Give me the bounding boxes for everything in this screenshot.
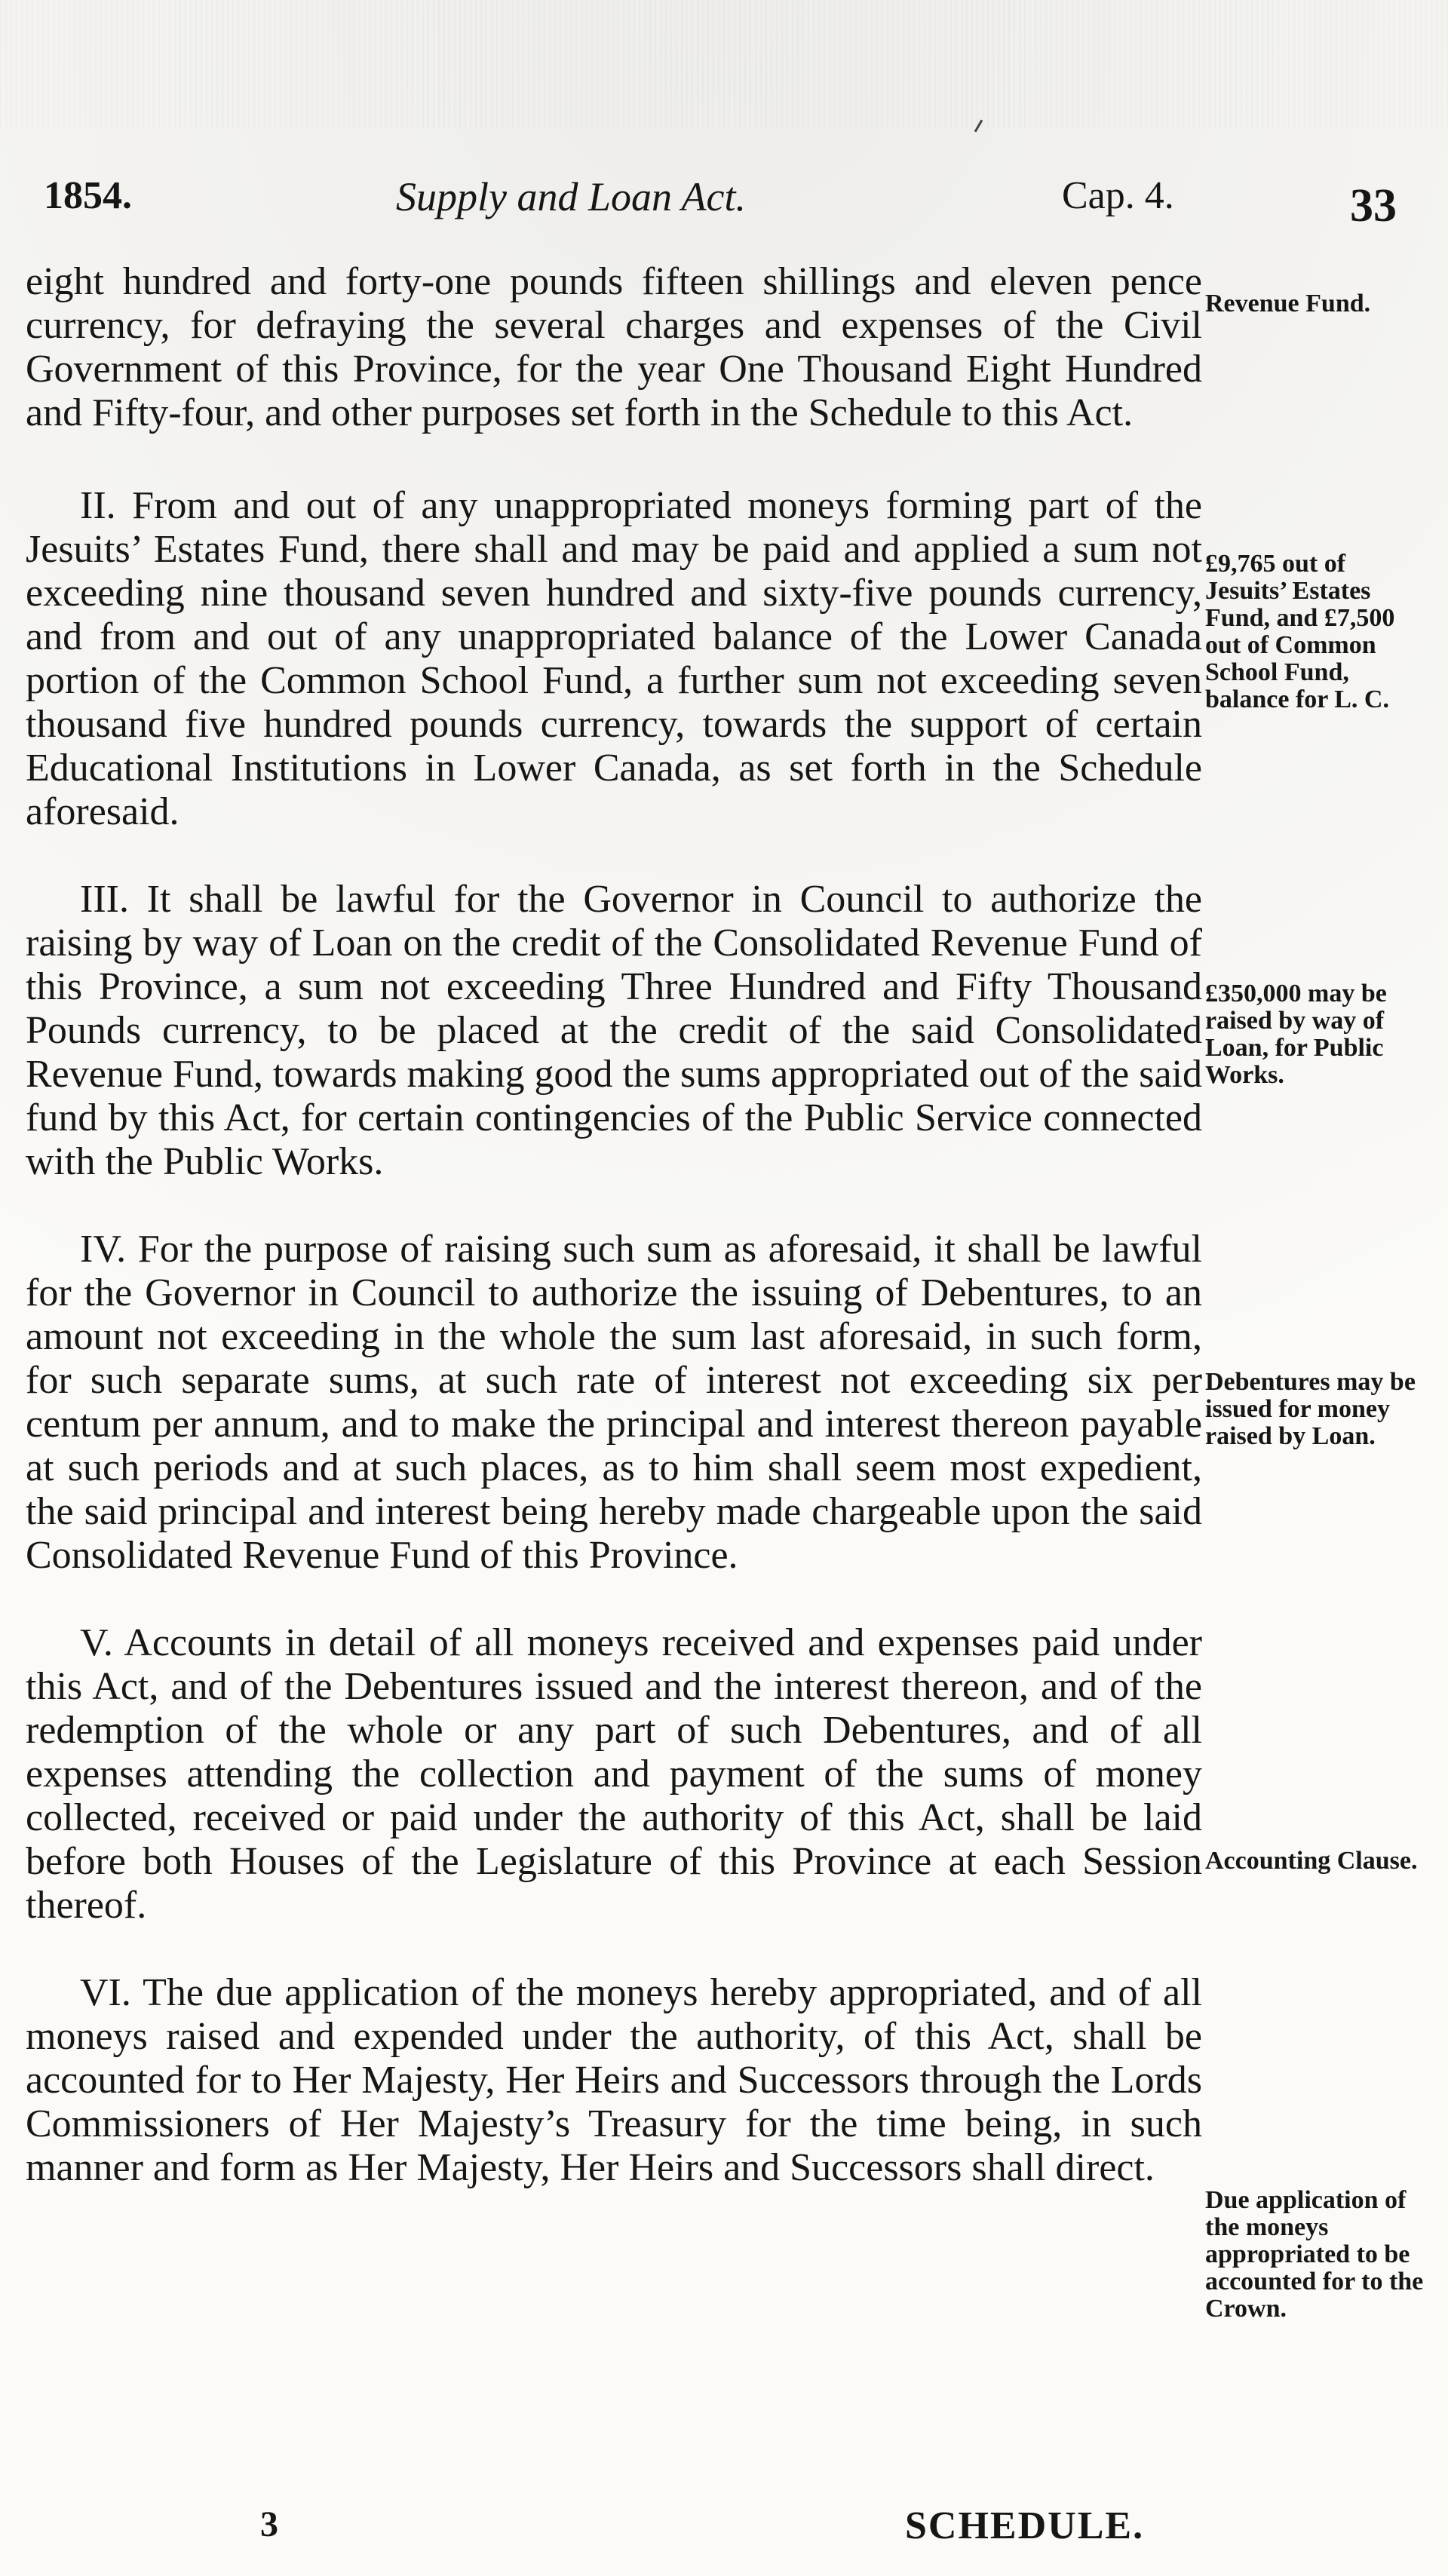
- header-title: Supply and Loan Act.: [396, 174, 746, 219]
- margin-note-crown: Due application of the moneys appropriated to be accounted for to the Crown.: [1205, 2186, 1424, 2323]
- margin-note-accounting: Accounting Clause.: [1205, 1847, 1418, 1875]
- margin-note-jesuits-estates: £9,765 out of Jesuits’ Estates Fund, and £7,500 out of Common School Fund, balance for L. C.: [1205, 550, 1395, 713]
- page-number: 33: [1350, 180, 1397, 232]
- page-footer: [0, 2504, 1448, 2549]
- catchword: SCHEDULE.: [905, 2504, 1145, 2547]
- signature-mark: 3: [260, 2504, 278, 2544]
- body-text: [26, 260, 1202, 2190]
- paragraph-continuation: eight hundred and forty-one pounds fifteen shillings and eleven pence currency, for defraying the several charges and expenses of the Civil Government of this Province, for the year One Thousand Eight Hundred and Fifty-four, and other purposes set forth in the Schedule to this Act.: [26, 260, 1202, 434]
- header-year: 1854.: [44, 174, 132, 217]
- margin-note-loan: £350,000 may be raised by way of Loan, for Public Works.: [1205, 980, 1387, 1089]
- header-chapter: Cap. 4.: [1062, 174, 1174, 217]
- margin-note-debentures: Debentures may be issued for money raised by Loan.: [1205, 1368, 1416, 1450]
- scan-noise: [0, 0, 1448, 128]
- section-2: II. From and out of any unappropriated moneys forming part of the Jesuits’ Estates Fund, there shall and may be paid and applied a sum not exceeding nine thousand seven hundred and sixty-five pounds currency, and from and out of any unappropriated balance of the Lower Canada portion of the Common School Fund, a further sum not exceeding seven thousand five hundred pounds currency, towards the support of certain Educational Institutions in Lower Canada, as set forth in the Schedule aforesaid.: [26, 484, 1202, 833]
- section-4: IV. For the purpose of raising such sum as aforesaid, it shall be lawful for the Governor in Council to authorize the issuing of Debentures, to an amount not exceeding in the whole the sum last aforesaid, in such form, for such separate sums, at such rate of interest not exceeding six per centum per annum, and to make the principal and interest thereon payable at such periods and at such places, as to him shall seem most expedient, the said principal and interest being hereby made chargeable upon the said Consolidated Revenue Fund of this Province.: [26, 1228, 1202, 1577]
- section-3: III. It shall be lawful for the Governor in Council to authorize the raising by way of Loan on the credit of the Consolidated Revenue Fund of this Province, a sum not exceeding Three Hundred and Fifty Thousand Pounds currency, to be placed at the credit of the said Consolidated Revenue Fund, towards making good the sums appropriated out of the said fund by this Act, for certain contingencies of the Public Service connected with the Public Works.: [26, 878, 1202, 1183]
- running-header: [0, 173, 1448, 234]
- margin-note-revenue-fund: Revenue Fund.: [1205, 290, 1371, 317]
- section-5: V. Accounts in detail of all moneys received and expenses paid under this Act, and of the Debentures issued and the interest thereon, and of the redemption of the whole or any part of such Debentures, and of all expenses attending the collection and payment of the sums of money collected, received or paid under the authority of this Act, shall be laid before both Houses of the Legislature of this Province at each Session thereof.: [26, 1621, 1202, 1927]
- section-6: VI. The due application of the moneys hereby appropriated, and of all moneys raised and expended under the authority, of this Act, shall be accounted for to Her Majesty, Her Heirs and Successors through the Lords Commissioners of Her Majesty’s Treasury for the time being, in such manner and form as Her Majesty, Her Heirs and Successors shall direct.: [26, 1971, 1202, 2189]
